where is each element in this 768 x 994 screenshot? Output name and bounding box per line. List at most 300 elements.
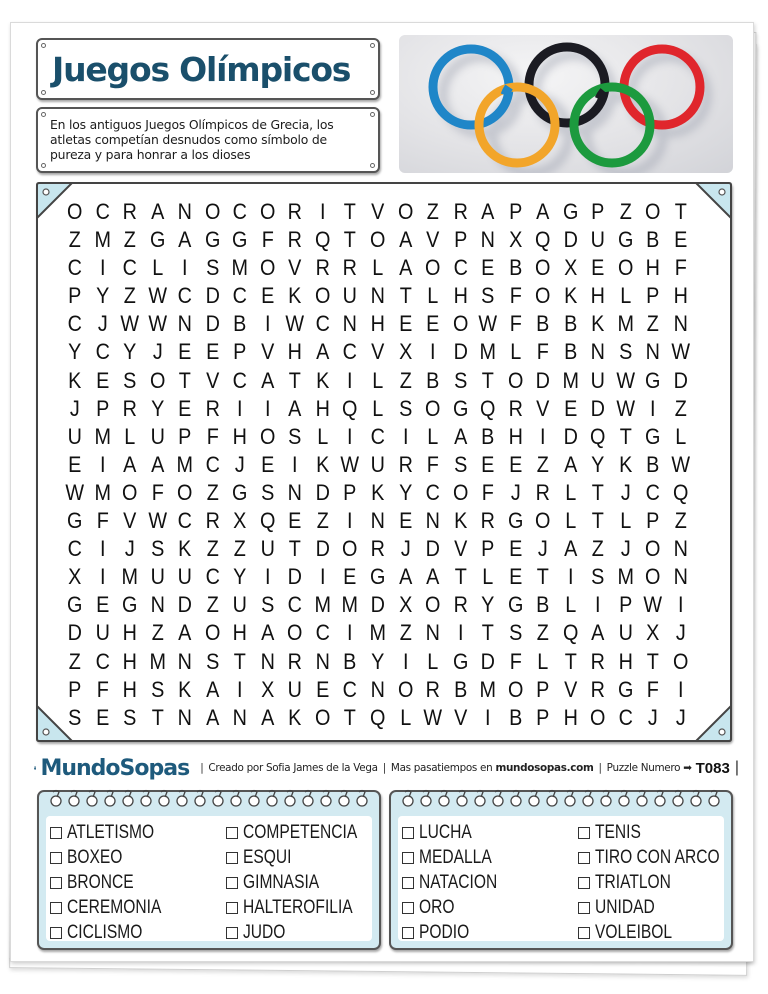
grid-cell[interactable]: N <box>673 536 688 562</box>
grid-cell[interactable]: N <box>673 311 688 337</box>
grid-cell[interactable]: D <box>563 227 578 253</box>
grid-cell[interactable]: R <box>508 395 523 421</box>
grid-cell[interactable]: C <box>205 451 220 477</box>
grid-cell[interactable]: N <box>260 648 275 674</box>
grid-cell[interactable]: X <box>646 620 660 646</box>
grid-cell[interactable]: O <box>287 620 303 646</box>
grid-cell[interactable]: E <box>674 227 688 253</box>
grid-cell[interactable]: L <box>565 508 577 534</box>
word-list-item[interactable] <box>402 920 578 945</box>
grid-cell[interactable]: U <box>287 676 303 702</box>
grid-cell[interactable]: R <box>535 479 551 505</box>
grid-cell[interactable]: R <box>453 199 468 224</box>
grid-cell[interactable]: E <box>260 283 275 309</box>
grid-cell[interactable]: A <box>426 564 440 590</box>
grid-cell[interactable]: F <box>674 255 687 281</box>
grid-cell[interactable]: Q <box>673 479 689 505</box>
checkbox-icon[interactable] <box>578 852 590 864</box>
grid-cell[interactable]: I <box>99 451 106 477</box>
grid-cell[interactable]: K <box>619 451 633 477</box>
grid-cell[interactable]: Z <box>123 283 136 309</box>
grid-cell[interactable]: L <box>427 283 439 309</box>
grid-cell[interactable]: C <box>618 704 633 730</box>
word-list-item[interactable] <box>50 845 226 870</box>
grid-cell[interactable]: A <box>205 676 220 702</box>
grid-cell[interactable]: Z <box>399 620 412 646</box>
grid-cell[interactable]: I <box>595 592 601 618</box>
grid-cell[interactable]: N <box>480 227 496 253</box>
grid-cell[interactable]: Z <box>68 227 81 253</box>
grid-cell[interactable]: U <box>150 564 165 590</box>
grid-cell[interactable]: M <box>341 592 359 618</box>
grid-cell[interactable]: O <box>370 227 386 253</box>
grid-cell[interactable]: U <box>95 620 110 646</box>
grid-cell[interactable]: C <box>67 255 82 281</box>
grid-cell[interactable]: I <box>237 676 243 702</box>
grid-cell[interactable]: U <box>177 564 193 590</box>
grid-cell[interactable]: B <box>233 311 247 337</box>
grid-cell[interactable]: B <box>536 311 550 337</box>
grid-cell[interactable]: N <box>370 676 385 702</box>
grid-cell[interactable]: I <box>402 423 409 449</box>
grid-cell[interactable]: E <box>205 339 220 365</box>
grid-cell[interactable]: E <box>591 255 605 281</box>
grid-cell[interactable]: C <box>122 255 138 281</box>
word-list-item[interactable] <box>402 820 578 845</box>
checkbox-icon[interactable] <box>226 852 238 864</box>
grid-cell[interactable]: M <box>369 620 387 646</box>
grid-cell[interactable]: U <box>591 367 606 393</box>
grid-cell[interactable]: A <box>564 536 578 562</box>
grid-cell[interactable]: P <box>591 199 605 224</box>
grid-cell[interactable]: D <box>177 592 193 618</box>
grid-cell[interactable]: V <box>564 676 578 702</box>
grid-cell[interactable]: A <box>591 620 605 646</box>
grid-cell[interactable]: H <box>122 648 138 674</box>
grid-cell[interactable]: Q <box>342 395 358 421</box>
grid-cell[interactable]: M <box>617 311 634 337</box>
grid-cell[interactable]: O <box>177 479 193 505</box>
grid-cell[interactable]: F <box>96 508 109 534</box>
grid-cell[interactable]: J <box>620 479 631 505</box>
grid-cell[interactable]: R <box>287 199 303 224</box>
grid-cell[interactable]: D <box>67 620 82 646</box>
grid-cell[interactable]: D <box>480 648 496 674</box>
grid-cell[interactable]: D <box>287 564 303 590</box>
grid-cell[interactable]: O <box>535 508 551 534</box>
grid-cell[interactable]: I <box>182 255 188 281</box>
grid-cell[interactable]: R <box>287 227 303 253</box>
grid-cell[interactable]: O <box>590 704 606 730</box>
grid-cell[interactable]: R <box>591 676 606 702</box>
grid-cell[interactable]: H <box>315 395 330 421</box>
grid-cell[interactable]: V <box>453 536 468 562</box>
grid-cell[interactable]: K <box>288 704 302 730</box>
grid-cell[interactable]: N <box>370 508 385 534</box>
grid-cell[interactable]: H <box>508 423 523 449</box>
grid-cell[interactable]: T <box>178 367 192 393</box>
grid-cell[interactable]: S <box>123 704 137 730</box>
grid-cell[interactable]: E <box>288 508 302 534</box>
grid-cell[interactable]: R <box>315 255 330 281</box>
grid-cell[interactable]: S <box>508 620 523 646</box>
grid-cell[interactable]: V <box>536 395 550 421</box>
grid-cell[interactable]: E <box>481 255 495 281</box>
grid-cell[interactable]: A <box>398 564 412 590</box>
grid-cell[interactable]: E <box>398 311 412 337</box>
grid-cell[interactable]: A <box>123 451 137 477</box>
grid-cell[interactable]: P <box>646 283 660 309</box>
grid-cell[interactable]: A <box>481 199 495 224</box>
grid-cell[interactable]: V <box>453 704 468 730</box>
grid-cell[interactable]: U <box>67 423 82 449</box>
grid-cell[interactable]: P <box>536 704 550 730</box>
grid-cell[interactable]: L <box>537 648 549 674</box>
grid-cell[interactable]: Y <box>95 283 109 309</box>
grid-cell[interactable]: B <box>564 339 578 365</box>
grid-cell[interactable]: G <box>370 564 386 590</box>
grid-cell[interactable]: O <box>617 255 634 281</box>
grid-cell[interactable]: S <box>205 255 220 281</box>
grid-cell[interactable]: I <box>99 536 106 562</box>
checkbox-icon[interactable] <box>402 902 414 914</box>
grid-cell[interactable]: W <box>423 704 443 730</box>
grid-cell[interactable]: R <box>287 648 303 674</box>
grid-cell[interactable]: G <box>562 199 579 224</box>
grid-cell[interactable]: P <box>536 676 550 702</box>
grid-cell[interactable]: P <box>178 423 192 449</box>
grid-cell[interactable]: I <box>567 564 574 590</box>
grid-cell[interactable]: T <box>344 227 357 253</box>
grid-cell[interactable]: B <box>536 592 550 618</box>
grid-cell[interactable]: T <box>674 199 687 224</box>
grid-cell[interactable]: A <box>564 451 578 477</box>
grid-cell[interactable]: C <box>177 283 193 309</box>
grid-cell[interactable]: J <box>675 620 686 646</box>
grid-cell[interactable]: W <box>616 367 636 393</box>
grid-cell[interactable]: V <box>123 508 137 534</box>
checkbox-icon[interactable] <box>402 852 414 864</box>
grid-cell[interactable]: F <box>151 479 164 505</box>
grid-cell[interactable]: T <box>537 564 550 590</box>
checkbox-icon[interactable] <box>50 827 62 839</box>
grid-cell[interactable]: S <box>398 395 412 421</box>
word-list-item[interactable] <box>226 920 382 945</box>
grid-cell[interactable]: E <box>508 564 523 590</box>
grid-cell[interactable]: A <box>398 255 412 281</box>
grid-cell[interactable]: H <box>287 339 303 365</box>
grid-cell[interactable]: K <box>316 367 330 393</box>
grid-cell[interactable]: O <box>314 704 331 730</box>
grid-cell[interactable]: X <box>398 339 412 365</box>
grid-cell[interactable]: A <box>178 227 192 253</box>
grid-cell[interactable]: U <box>591 227 606 253</box>
grid-cell[interactable]: Y <box>150 395 165 421</box>
grid-cell[interactable]: Z <box>537 620 550 646</box>
grid-cell[interactable]: E <box>508 536 523 562</box>
grid-cell[interactable]: N <box>315 648 330 674</box>
grid-cell[interactable]: F <box>537 339 550 365</box>
word-list-item[interactable] <box>50 870 226 895</box>
word-list-item[interactable] <box>226 870 382 895</box>
grid-cell[interactable]: X <box>564 255 578 281</box>
grid-cell[interactable]: I <box>457 620 464 646</box>
grid-cell[interactable]: O <box>535 255 551 281</box>
checkbox-icon[interactable] <box>50 852 62 864</box>
grid-cell[interactable]: O <box>507 367 524 393</box>
grid-cell[interactable]: T <box>592 479 605 505</box>
grid-cell[interactable]: H <box>673 283 688 309</box>
grid-cell[interactable]: O <box>535 283 551 309</box>
grid-cell[interactable]: N <box>287 479 303 505</box>
word-list-item[interactable] <box>402 845 578 870</box>
grid-cell[interactable]: O <box>425 592 441 618</box>
grid-cell[interactable]: A <box>453 423 468 449</box>
word-list-item[interactable] <box>578 895 747 920</box>
grid-cell[interactable]: K <box>564 283 578 309</box>
grid-cell[interactable]: G <box>67 592 83 618</box>
word-list-item[interactable] <box>226 845 382 870</box>
grid-cell[interactable]: Z <box>234 536 247 562</box>
grid-cell[interactable]: R <box>122 199 138 224</box>
grid-cell[interactable]: J <box>510 479 521 505</box>
grid-cell[interactable]: O <box>645 536 661 562</box>
grid-cell[interactable]: H <box>232 620 248 646</box>
grid-cell[interactable]: R <box>398 451 413 477</box>
grid-cell[interactable]: W <box>148 283 167 309</box>
checkbox-icon[interactable] <box>226 877 238 889</box>
grid-cell[interactable]: B <box>481 423 495 449</box>
grid-cell[interactable]: G <box>122 592 138 618</box>
grid-cell[interactable]: G <box>232 227 248 253</box>
grid-cell[interactable]: Z <box>619 199 632 224</box>
grid-cell[interactable]: Y <box>398 479 412 505</box>
grid-cell[interactable]: C <box>67 536 82 562</box>
grid-cell[interactable]: H <box>646 255 661 281</box>
grid-cell[interactable]: B <box>508 255 523 281</box>
grid-cell[interactable]: E <box>95 592 109 618</box>
grid-cell[interactable]: S <box>288 423 302 449</box>
grid-cell[interactable]: B <box>426 367 440 393</box>
grid-cell[interactable]: N <box>673 564 688 590</box>
grid-cell[interactable]: G <box>645 423 661 449</box>
grid-cell[interactable]: O <box>204 620 221 646</box>
grid-cell[interactable]: C <box>453 255 468 281</box>
checkbox-icon[interactable] <box>578 927 590 939</box>
grid-cell[interactable]: M <box>231 255 249 281</box>
grid-cell[interactable]: T <box>454 564 467 590</box>
checkbox-icon[interactable] <box>226 902 238 914</box>
grid-cell[interactable]: Z <box>537 451 550 477</box>
grid-cell[interactable]: Z <box>674 508 687 534</box>
word-list-item[interactable] <box>578 820 747 845</box>
grid-cell[interactable]: F <box>509 311 522 337</box>
grid-cell[interactable]: Z <box>151 620 164 646</box>
grid-cell[interactable]: O <box>645 564 661 590</box>
grid-cell[interactable]: Q <box>480 395 496 421</box>
grid-cell[interactable]: C <box>67 311 82 337</box>
grid-cell[interactable]: W <box>65 479 85 505</box>
grid-cell[interactable]: L <box>675 423 687 449</box>
grid-cell[interactable]: L <box>427 423 439 449</box>
grid-cell[interactable]: G <box>149 227 166 253</box>
grid-cell[interactable]: W <box>120 311 140 337</box>
grid-cell[interactable]: T <box>564 648 577 674</box>
grid-cell[interactable]: D <box>453 339 468 365</box>
grid-cell[interactable]: D <box>425 536 441 562</box>
grid-cell[interactable]: G <box>452 395 469 421</box>
grid-cell[interactable]: T <box>481 367 495 393</box>
grid-cell[interactable]: P <box>453 227 468 253</box>
grid-cell[interactable]: R <box>591 648 606 674</box>
grid-cell[interactable]: U <box>260 536 275 562</box>
grid-cell[interactable]: C <box>95 648 110 674</box>
grid-cell[interactable]: O <box>342 536 358 562</box>
grid-cell[interactable]: S <box>260 592 275 618</box>
grid-cell[interactable]: D <box>205 283 220 309</box>
grid-cell[interactable]: J <box>620 536 631 562</box>
grid-cell[interactable]: K <box>68 367 82 393</box>
grid-cell[interactable]: R <box>343 255 358 281</box>
grid-cell[interactable]: A <box>260 367 275 393</box>
grid-cell[interactable]: P <box>343 479 357 505</box>
grid-cell[interactable]: E <box>68 451 82 477</box>
grid-cell[interactable]: L <box>565 479 577 505</box>
grid-cell[interactable]: K <box>288 283 302 309</box>
grid-cell[interactable]: Z <box>426 199 439 224</box>
grid-cell[interactable]: I <box>264 311 271 337</box>
grid-cell[interactable]: L <box>427 648 439 674</box>
grid-cell[interactable]: J <box>400 536 411 562</box>
grid-cell[interactable]: H <box>618 648 633 674</box>
grid-cell[interactable]: N <box>232 704 248 730</box>
word-list-item[interactable] <box>50 820 226 845</box>
grid-cell[interactable]: P <box>95 395 109 421</box>
grid-cell[interactable]: X <box>68 564 82 590</box>
grid-cell[interactable]: L <box>620 508 632 534</box>
grid-cell[interactable]: L <box>399 704 411 730</box>
grid-cell[interactable]: G <box>452 648 469 674</box>
grid-cell[interactable]: O <box>259 255 276 281</box>
grid-cell[interactable]: Z <box>206 479 219 505</box>
grid-cell[interactable]: M <box>121 564 139 590</box>
grid-cell[interactable]: F <box>509 648 522 674</box>
grid-cell[interactable]: G <box>617 676 634 702</box>
word-list-item[interactable] <box>578 920 747 945</box>
grid-cell[interactable]: N <box>177 704 193 730</box>
grid-cell[interactable]: S <box>205 648 220 674</box>
word-list-item[interactable] <box>50 895 226 920</box>
grid-cell[interactable]: Z <box>206 592 219 618</box>
grid-cell[interactable]: B <box>646 451 660 477</box>
grid-cell[interactable]: F <box>206 423 219 449</box>
word-list-item[interactable] <box>578 845 747 870</box>
grid-cell[interactable]: J <box>152 339 163 365</box>
grid-cell[interactable]: T <box>647 648 660 674</box>
grid-cell[interactable]: A <box>398 227 412 253</box>
checkbox-icon[interactable] <box>402 827 414 839</box>
grid-cell[interactable]: J <box>648 704 659 730</box>
grid-cell[interactable]: O <box>645 199 661 224</box>
grid-cell[interactable]: O <box>259 423 276 449</box>
grid-cell[interactable]: T <box>151 704 164 730</box>
grid-cell[interactable]: W <box>478 311 498 337</box>
grid-cell[interactable]: P <box>68 676 82 702</box>
grid-cell[interactable]: C <box>315 620 330 646</box>
grid-cell[interactable]: I <box>319 564 326 590</box>
grid-cell[interactable]: I <box>540 423 546 449</box>
grid-cell[interactable]: L <box>151 255 163 281</box>
grid-cell[interactable]: V <box>260 339 275 365</box>
checkbox-icon[interactable] <box>402 877 414 889</box>
grid-cell[interactable]: W <box>616 395 636 421</box>
grid-cell[interactable]: K <box>316 451 330 477</box>
grid-cell[interactable]: H <box>122 620 138 646</box>
grid-cell[interactable]: G <box>645 367 661 393</box>
grid-cell[interactable]: L <box>317 423 329 449</box>
grid-cell[interactable]: L <box>372 395 384 421</box>
grid-cell[interactable]: K <box>178 676 192 702</box>
grid-cell[interactable]: O <box>425 395 441 421</box>
grid-cell[interactable]: C <box>95 199 110 224</box>
grid-cell[interactable]: M <box>149 648 166 674</box>
grid-cell[interactable]: E <box>95 367 109 393</box>
grid-cell[interactable]: Z <box>674 395 687 421</box>
grid-cell[interactable]: A <box>150 199 165 224</box>
grid-cell[interactable]: A <box>260 704 275 730</box>
checkbox-icon[interactable] <box>50 902 62 914</box>
grid-cell[interactable]: Y <box>123 339 137 365</box>
grid-cell[interactable]: B <box>453 676 468 702</box>
grid-cell[interactable]: J <box>124 536 135 562</box>
grid-cell[interactable]: F <box>426 451 439 477</box>
grid-cell[interactable]: Z <box>647 311 660 337</box>
grid-cell[interactable]: E <box>343 564 357 590</box>
grid-cell[interactable]: I <box>99 255 106 281</box>
grid-cell[interactable]: J <box>97 311 108 337</box>
grid-cell[interactable]: W <box>148 311 167 337</box>
grid-cell[interactable]: R <box>205 395 220 421</box>
grid-cell[interactable]: B <box>508 704 523 730</box>
grid-cell[interactable]: D <box>370 592 385 618</box>
checkbox-icon[interactable] <box>226 927 238 939</box>
grid-cell[interactable]: I <box>264 395 271 421</box>
grid-cell[interactable]: M <box>94 227 111 253</box>
grid-cell[interactable]: F <box>647 676 660 702</box>
grid-cell[interactable]: Z <box>68 648 81 674</box>
grid-cell[interactable]: L <box>482 564 494 590</box>
checkbox-icon[interactable] <box>226 827 238 839</box>
grid-cell[interactable]: J <box>235 451 245 477</box>
grid-cell[interactable]: O <box>397 676 414 702</box>
grid-cell[interactable]: S <box>481 283 495 309</box>
grid-cell[interactable]: W <box>285 311 305 337</box>
grid-cell[interactable]: N <box>150 592 165 618</box>
grid-cell[interactable]: I <box>347 367 353 393</box>
grid-cell[interactable]: X <box>233 508 247 534</box>
grid-cell[interactable]: C <box>232 199 248 224</box>
grid-cell[interactable]: J <box>675 704 686 730</box>
grid-cell[interactable]: D <box>315 479 330 505</box>
grid-cell[interactable]: Z <box>399 367 412 393</box>
grid-cell[interactable]: U <box>150 423 165 449</box>
grid-cell[interactable]: R <box>205 508 220 534</box>
grid-cell[interactable]: D <box>205 311 220 337</box>
grid-cell[interactable]: S <box>150 536 165 562</box>
grid-cell[interactable]: K <box>591 311 605 337</box>
grid-cell[interactable]: O <box>507 676 524 702</box>
grid-cell[interactable]: N <box>177 199 193 224</box>
